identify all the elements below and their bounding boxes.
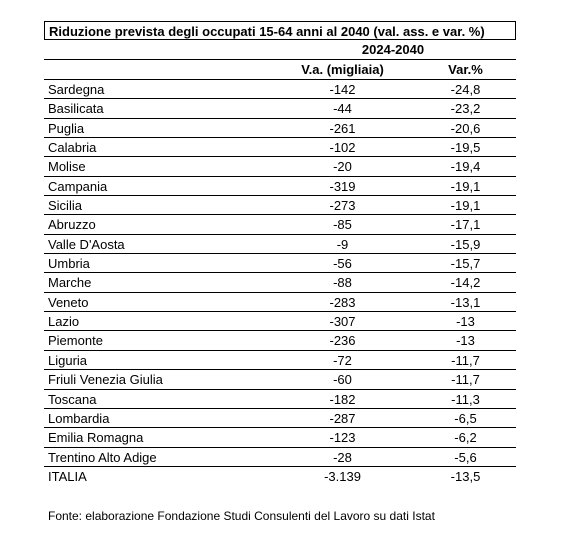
cell-region: Abruzzo — [48, 217, 96, 233]
table-body — [44, 80, 516, 486]
cell-region: ITALIA — [48, 468, 87, 484]
cell-var: -13,1 — [450, 294, 481, 310]
cell-region: Trentino Alto Adige — [48, 449, 157, 465]
source-note: Fonte: elaborazione Fondazione Studi Consulenti del Lavoro su dati Istat — [48, 509, 435, 523]
table-row — [44, 293, 516, 312]
cell-region: Sardegna — [48, 82, 105, 97]
column-header-row — [44, 60, 516, 80]
table-row — [44, 351, 516, 370]
cell-region: Liguria — [48, 352, 88, 368]
cell-va: -85 — [333, 217, 352, 233]
cell-var: -11,7 — [451, 372, 480, 388]
cell-var: -17,1 — [450, 217, 481, 233]
cell-region: Piemonte — [48, 333, 103, 349]
cell-region: Calabria — [48, 140, 97, 156]
table-row — [44, 215, 516, 234]
period-label: 2024-2040 — [361, 42, 425, 57]
cell-var: -19,4 — [450, 159, 481, 175]
cell-region: Campania — [48, 178, 108, 194]
cell-region: Friuli Venezia Giulia — [48, 372, 163, 388]
table-row — [44, 370, 516, 389]
table-row — [44, 80, 516, 99]
cell-va: -307 — [329, 314, 356, 330]
cell-va: -20 — [333, 159, 352, 175]
cell-region: Valle D'Aosta — [48, 236, 125, 252]
cell-var: -5,6 — [454, 449, 477, 465]
cell-var: -6,2 — [454, 430, 477, 446]
cell-region: Emilia Romagna — [48, 430, 144, 446]
cell-var: -24,8 — [450, 82, 481, 97]
period-spacer — [44, 40, 270, 59]
cell-va: -56 — [333, 256, 352, 272]
cell-va: -60 — [333, 372, 352, 388]
table-row — [44, 428, 516, 447]
cell-va: -319 — [329, 178, 356, 194]
cell-var: -6,5 — [454, 410, 477, 426]
table-row — [44, 312, 516, 331]
cell-va: -236 — [329, 333, 356, 349]
cell-va: -9 — [336, 236, 349, 252]
cell-var: -13,5 — [450, 468, 481, 484]
cell-var: -20,6 — [450, 120, 481, 136]
cell-var: -15,9 — [450, 236, 481, 252]
cell-region: Lombardia — [48, 410, 110, 426]
cell-va: -273 — [329, 198, 356, 214]
table-row — [44, 177, 516, 196]
cell-region: Toscana — [48, 391, 97, 407]
cell-va: -142 — [329, 82, 356, 97]
cell-region: Puglia — [48, 120, 85, 136]
cell-var: -11,7 — [451, 352, 480, 368]
cell-va: -287 — [329, 410, 356, 426]
cell-va: -123 — [329, 430, 356, 446]
cell-var: -13 — [456, 314, 475, 330]
cell-region: Marche — [48, 275, 92, 291]
table-row — [44, 467, 516, 486]
cell-va: -102 — [329, 140, 356, 156]
table-title: Riduzione prevista degli occupati 15-64 anni al 2040 (val. ass. e var. %) — [44, 21, 516, 40]
cell-region: Sicilia — [48, 198, 82, 214]
cell-va: -72 — [333, 352, 352, 368]
table-row — [44, 448, 516, 467]
table-row — [44, 254, 516, 273]
table-row — [44, 409, 516, 428]
table-row — [44, 99, 516, 118]
cell-va: -182 — [329, 391, 356, 407]
cell-region: Lazio — [48, 314, 80, 330]
cell-va: -283 — [329, 294, 356, 310]
cell-va: -28 — [333, 449, 352, 465]
table-row — [44, 157, 516, 176]
cell-var: -15,7 — [450, 256, 481, 272]
cell-va: -88 — [333, 275, 352, 291]
table-row — [44, 331, 516, 350]
cell-region: Basilicata — [48, 101, 104, 117]
header-region — [44, 60, 270, 79]
table-row — [44, 119, 516, 138]
cell-va: -44 — [333, 101, 352, 117]
cell-var: -19,1 — [450, 198, 481, 214]
cell-region: Veneto — [48, 294, 89, 310]
header-va: V.a. (migliaia) — [301, 62, 384, 77]
period-header-row — [44, 40, 516, 60]
header-var: Var.% — [448, 62, 483, 77]
cell-region: Molise — [48, 159, 86, 175]
data-table — [44, 21, 516, 486]
table-row — [44, 390, 516, 409]
cell-var: -19,1 — [450, 178, 481, 194]
cell-var: -13 — [456, 333, 475, 349]
cell-var: -14,2 — [450, 275, 481, 291]
cell-var: -11,3 — [451, 391, 480, 407]
table-row — [44, 196, 516, 215]
table-row — [44, 273, 516, 292]
cell-region: Umbria — [48, 256, 90, 272]
cell-var: -19,5 — [450, 140, 481, 156]
cell-va: -3.139 — [324, 468, 361, 484]
table-row — [44, 235, 516, 254]
table-row — [44, 138, 516, 157]
cell-va: -261 — [329, 120, 356, 136]
cell-var: -23,2 — [450, 101, 481, 117]
